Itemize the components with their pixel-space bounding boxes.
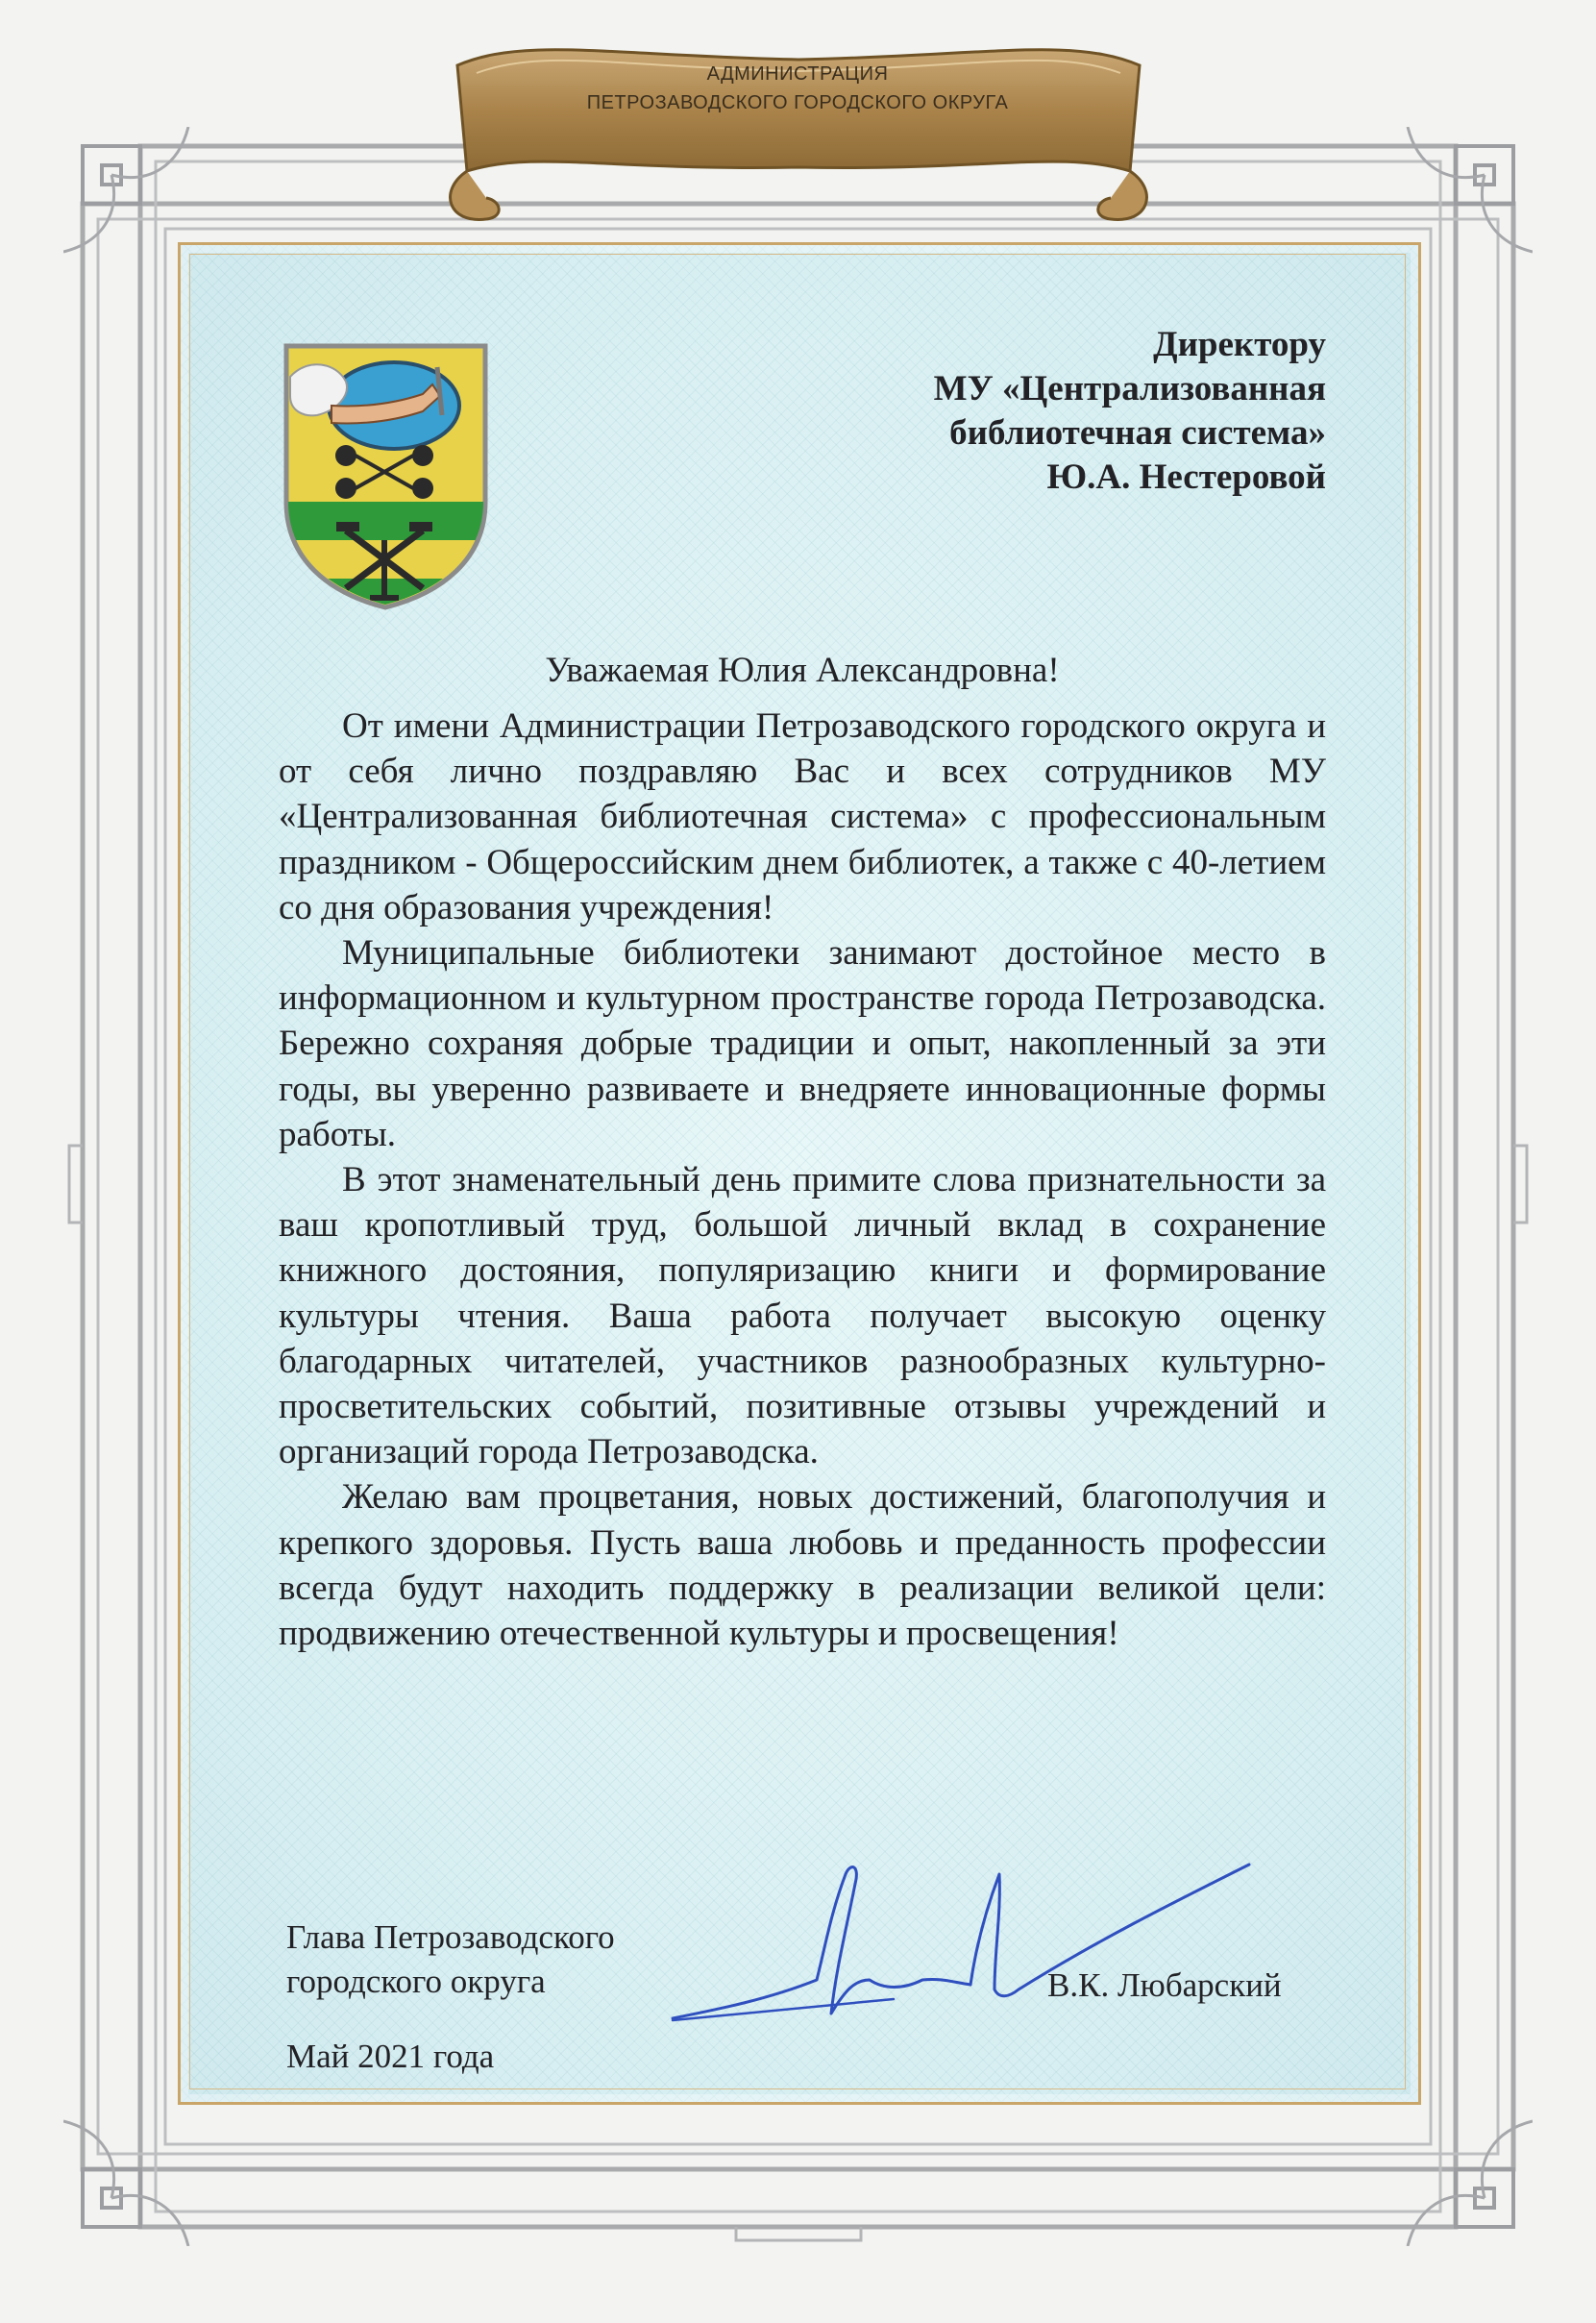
coat-of-arms-icon: [279, 338, 493, 614]
paragraph-4: Желаю вам процветания, новых достижений, благополучия и крепкого здоровья. Пусть ваша любовь и преданность профессии всегда будут находить поддержку в реализации великой цели: продвижению отечественной культуры и просвещения!: [279, 1477, 1326, 1654]
signatory-title: [286, 1915, 615, 2004]
addressee-line-1: Директору: [1153, 325, 1326, 364]
ribbon-title: [548, 60, 1047, 117]
paragraph-2: Муниципальные библиотеки занимают достойное место в информационном и культурном пространстве города Петрозаводска. Бережно сохраняя добрые традиции и опыт, накопленный за эти годы, вы уверенно развиваете и внедряете инновационные формы работы.: [279, 933, 1326, 1154]
letter-date: Май 2021 года: [286, 2038, 495, 2075]
paragraph-1: От имени Администрации Петрозаводского городского округа и от себя лично поздравляю Вас и всех сотрудников МУ «Централизованная библиотечная система» с профессиональным праздником - Общероссийским днем библиотек, а также с 40-летием со дня образования учреждения!: [279, 706, 1326, 927]
addressee-line-3: библиотечная система»: [949, 413, 1326, 453]
addressee-line-4: Ю.А. Нестеровой: [1046, 457, 1326, 497]
signatory-title-line-1: Глава Петрозаводского: [286, 1918, 615, 1956]
ribbon-line-2: ПЕТРОЗАВОДСКОГО ГОРОДСКОГО ОКРУГА: [586, 92, 1009, 113]
paragraph-3: В этот знаменательный день примите слова признательности за ваш кропотливый труд, большой личный вклад в сохранение книжного достояния, популяризацию книги и формирование культуры чтения. Ваша работа получает высокую оценку благодарных читателей, участников разнообразных культурно-просветительских событий, позитивные отзывы учреждений и организаций города Петрозаводска.: [279, 1160, 1326, 1472]
addressee-line-2: МУ «Централизованная: [933, 369, 1326, 408]
addressee-block: [653, 323, 1326, 500]
handwritten-signature: [663, 1845, 1259, 2038]
letter-body: [279, 704, 1326, 1656]
signatory-name: В.К. Любарский: [1047, 1966, 1282, 2004]
signatory-title-line-2: городского округа: [286, 1963, 546, 2000]
salutation: Уважаемая Юлия Александровна!: [545, 651, 1060, 690]
ribbon-line-1: АДМИНИСТРАЦИЯ: [706, 63, 889, 85]
